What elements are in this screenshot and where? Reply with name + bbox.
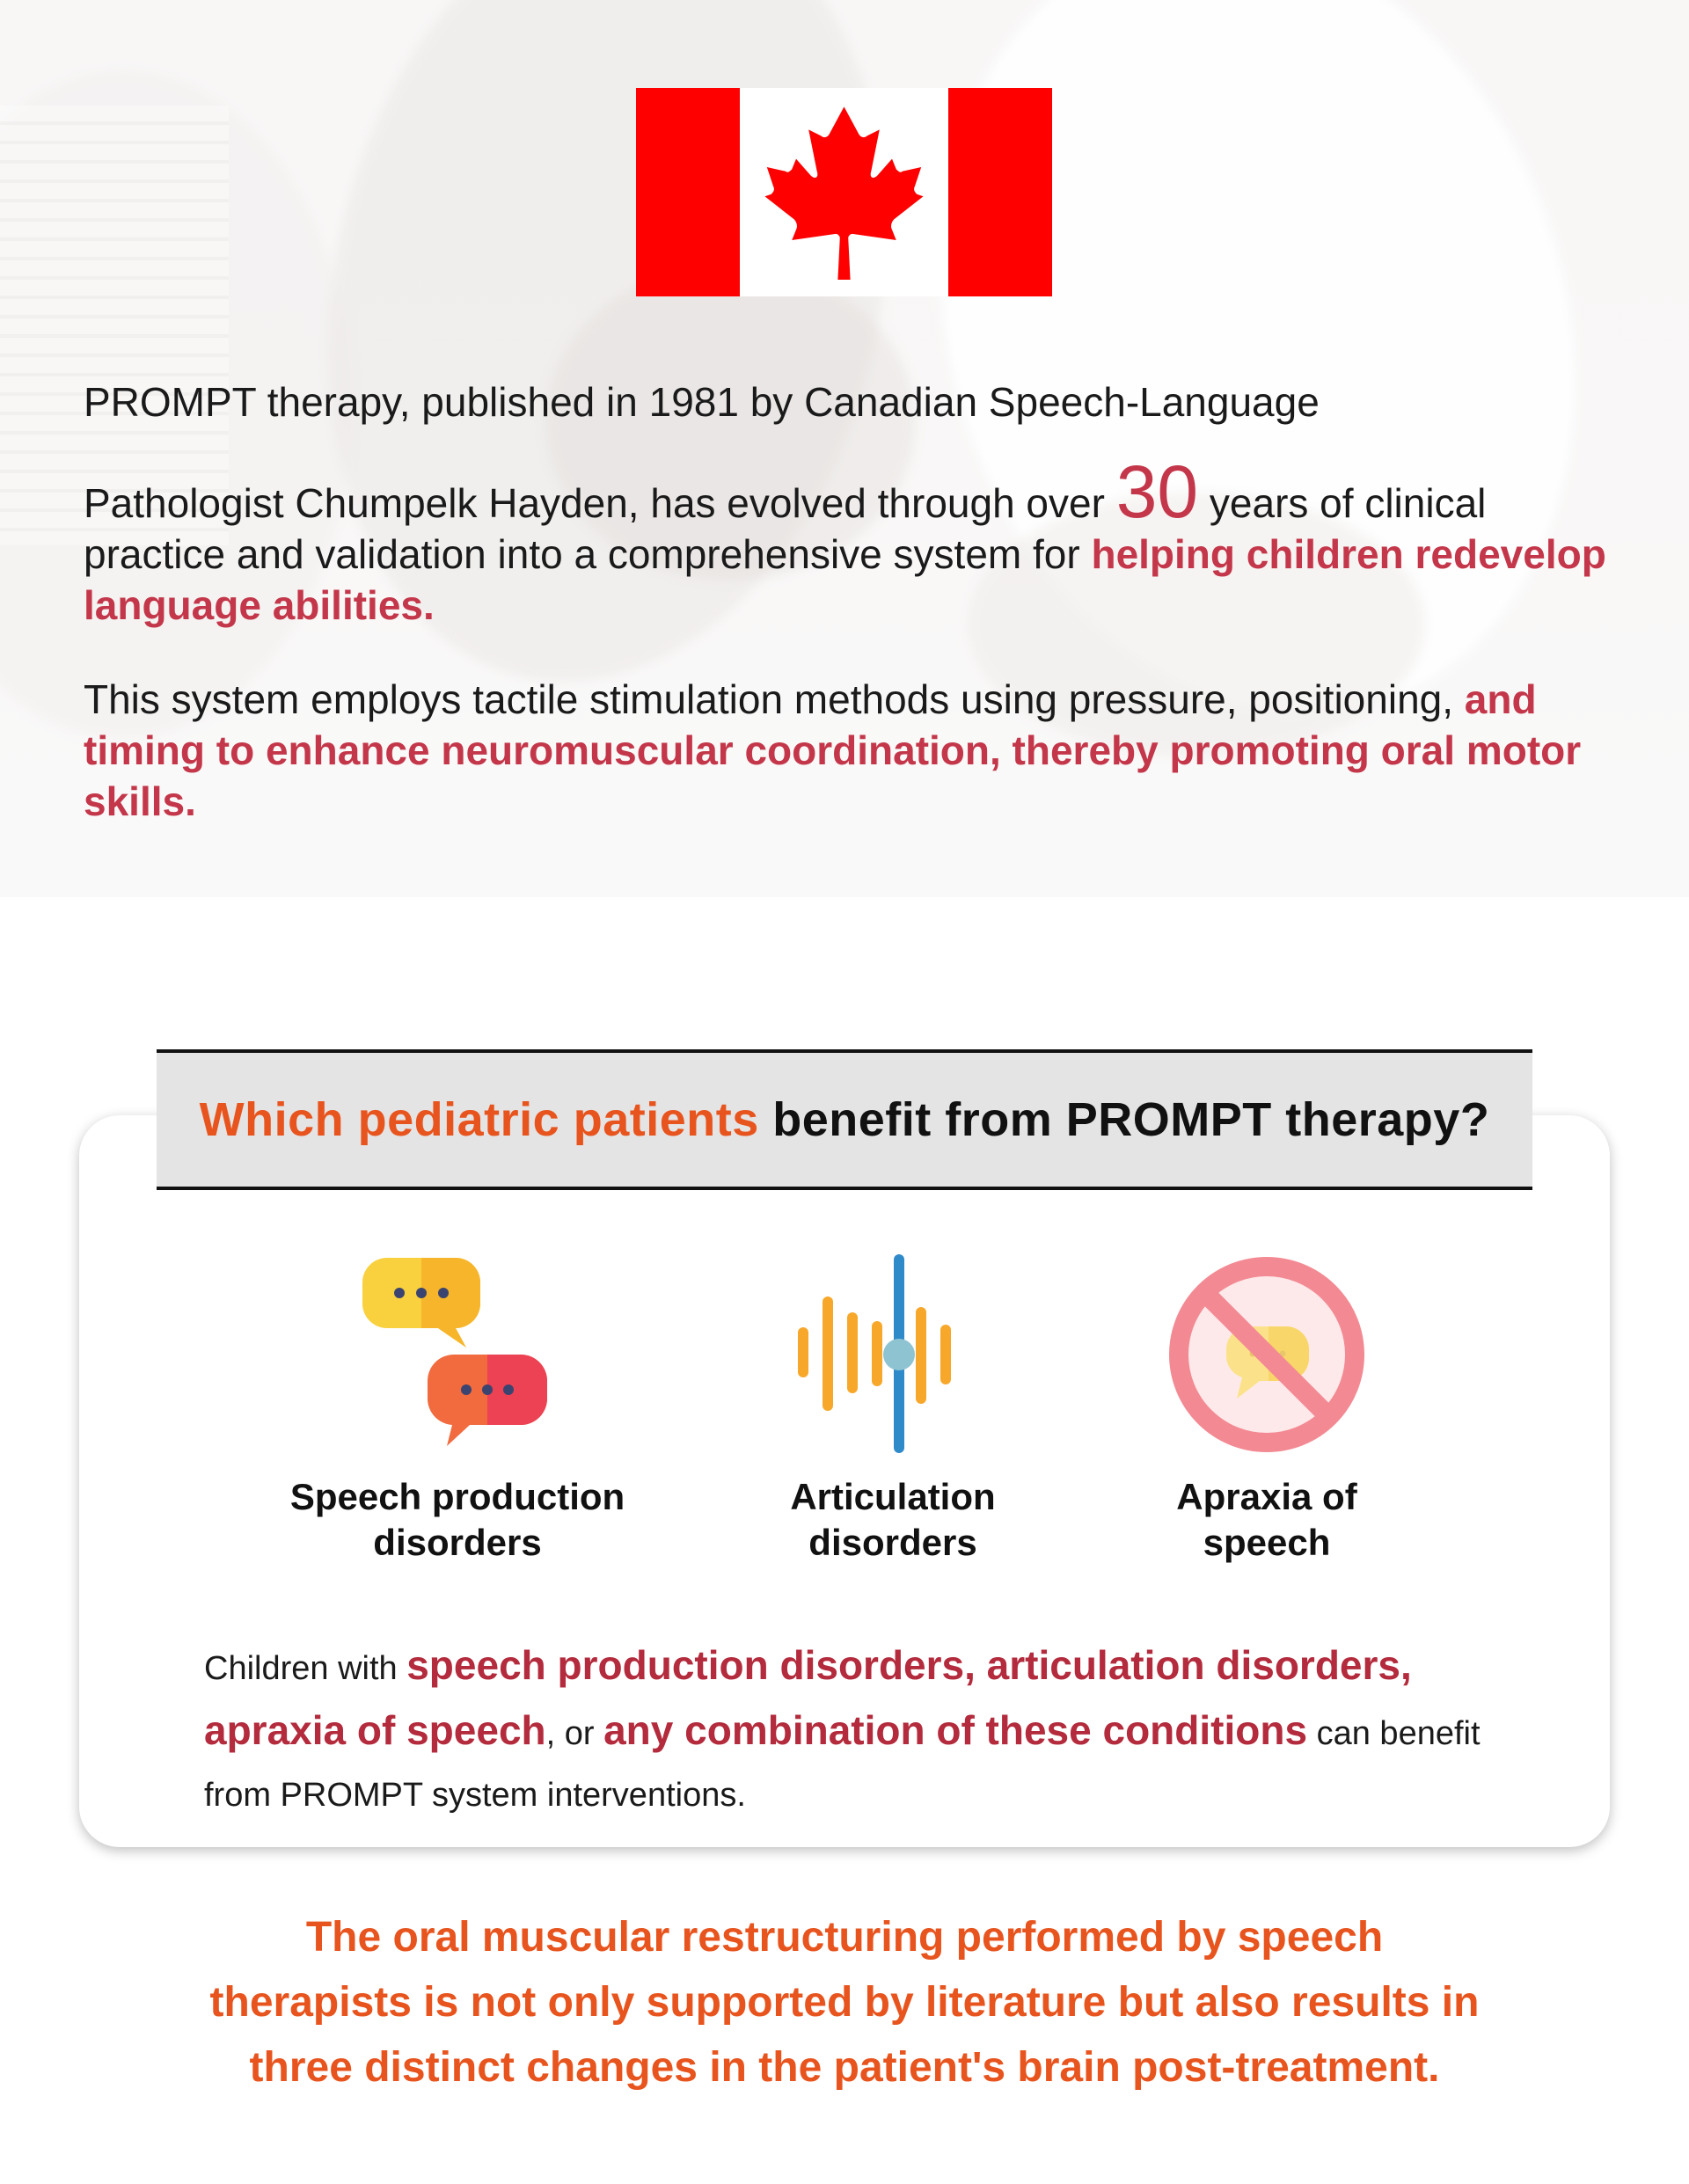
years-number: 30 xyxy=(1115,450,1199,533)
maple-leaf-icon xyxy=(740,88,948,296)
category-label: Articulation xyxy=(790,1476,996,1517)
summary-text: Children with xyxy=(204,1650,407,1687)
speech-bubbles-icon xyxy=(352,1249,563,1460)
category-label: Speech production xyxy=(289,1476,625,1517)
conclusion-paragraph xyxy=(141,1905,1548,2100)
intro-highlight: helping children redevelop language abilities. xyxy=(84,531,1606,628)
category-articulation xyxy=(743,1474,1042,1566)
question-heading xyxy=(157,1049,1532,1190)
conclusion-line: therapists is not only supported by literature but also results in xyxy=(209,1979,1480,2026)
question-text: benefit from PROMPT therapy? xyxy=(758,1093,1490,1146)
method-paragraph xyxy=(84,674,1632,827)
intro-paragraph xyxy=(84,450,1632,631)
intro-paragraph-line1 xyxy=(84,376,1632,427)
conclusion-line: The oral muscular restructuring performed by speech xyxy=(305,1914,1384,1961)
canada-flag-icon xyxy=(636,88,1052,296)
no-speech-icon xyxy=(1161,1249,1372,1460)
intro-text: Pathologist Chumpelk Hayden, has evolved through over xyxy=(84,480,1116,526)
category-label: disorders xyxy=(808,1522,977,1563)
category-speech-production xyxy=(264,1474,651,1566)
method-text: This system employs tactile stimulation methods using pressure, positioning, xyxy=(84,676,1465,722)
category-label: speech xyxy=(1203,1522,1331,1563)
summary-highlight: any combination of these conditions xyxy=(603,1707,1308,1753)
conclusion-line: three distinct changes in the patient's brain post-treatment. xyxy=(249,2044,1440,2091)
method-highlight: and timing to enhance neuromuscular coordination, thereby promoting oral motor skills. xyxy=(84,676,1582,824)
category-label: disorders xyxy=(373,1522,542,1563)
sound-wave-icon xyxy=(787,1249,998,1460)
summary-text: can benefit from PROMPT system interventions. xyxy=(204,1715,1481,1814)
card-summary-paragraph xyxy=(204,1634,1497,1826)
summary-text: , or xyxy=(545,1715,604,1752)
question-highlight: Which pediatric patients xyxy=(199,1093,759,1146)
category-apraxia xyxy=(1135,1474,1399,1566)
category-label: Apraxia of xyxy=(1176,1476,1357,1517)
intro-text: PROMPT therapy, published in 1981 by Canadian Speech-Language xyxy=(84,379,1320,425)
summary-highlight: speech production disorders, articulation disorders, apraxia of speech xyxy=(204,1642,1412,1753)
intro-text: years of clinical practice and validation into a comprehensive system for xyxy=(84,480,1487,577)
